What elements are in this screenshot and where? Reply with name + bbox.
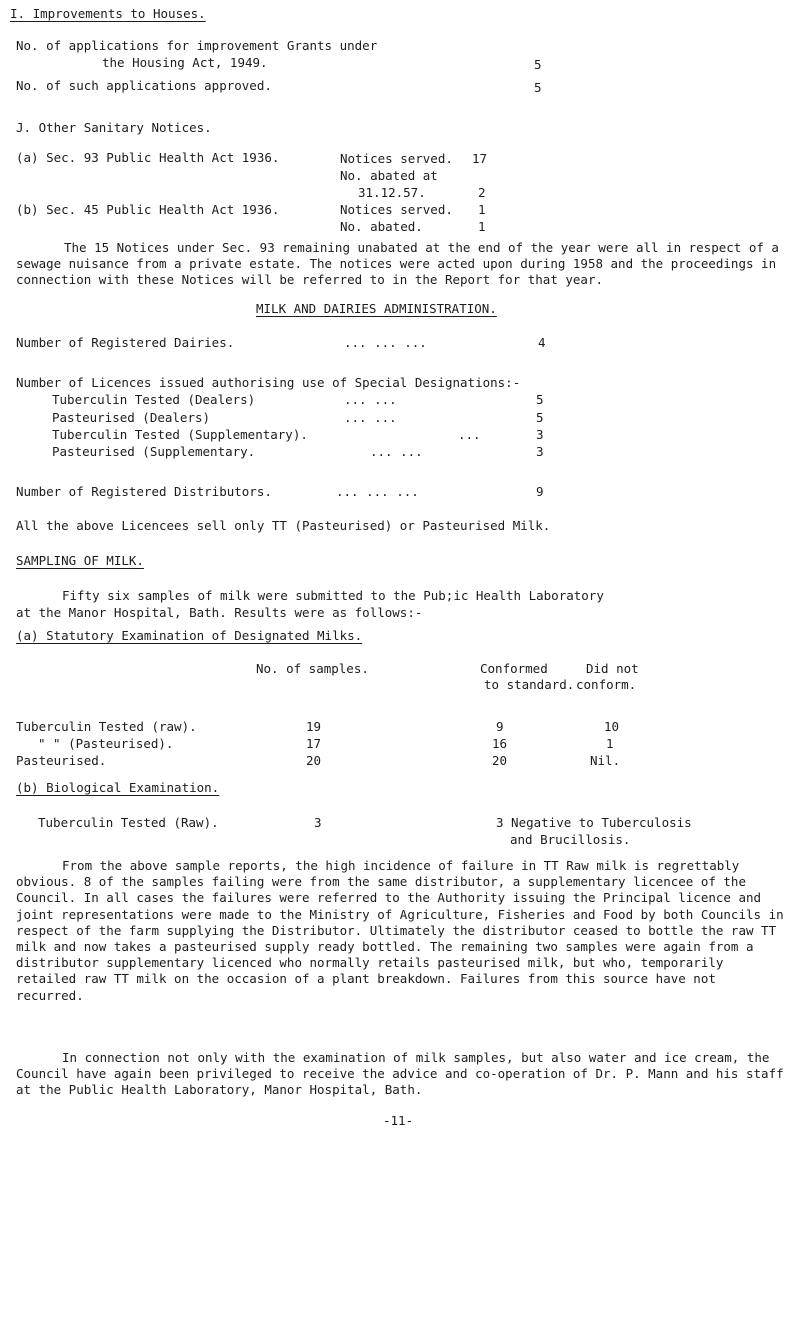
col-header-conformed: Conformed [480,661,548,676]
licence-tt-dealers-value: 5 [536,392,544,407]
col-header-samples: No. of samples. [256,661,369,676]
licence-tt-supp-value: 3 [536,427,544,442]
sec-93-notices-served-value: 17 [472,151,488,166]
sec-45-abated-label: No. abated. [340,219,423,234]
section-j-heading: J. Other Sanitary Notices. [16,120,212,135]
improvement-applications-value: 5 [534,57,542,72]
row-tt-past-did-not: 1 [606,736,614,751]
licence-past-supp-value: 3 [536,444,544,459]
col-header-conform: conform. [576,677,637,692]
sec-45-notices-served: Notices served. [340,202,453,217]
distributors-dots: ... ... ... [336,484,419,499]
licence-tt-supp-dots: ... [458,427,481,442]
licence-past-dealers-label: Pasteurised (Dealers) [52,410,211,425]
sampling-heading: SAMPLING OF MILK. [16,553,144,568]
row-past-label: Pasteurised. [16,753,107,768]
notices-paragraph: The 15 Notices under Sec. 93 remaining unabated at the end of the year were all in respect of a sewage nuisance from a private estate. The notices were acted upon during 1958 and the proceedings in connection with these Notices will be referred to in the Report for that year. [16,240,779,288]
bio-row-samples: 3 [314,815,322,830]
row-tt-past-conformed: 16 [492,736,508,751]
sec-93-abated-label: No. abated at [340,168,438,183]
biological-heading: (b) Biological Examination. [16,780,220,795]
licence-past-dealers-dots: ... ... [344,410,397,425]
section-i-heading: I. Improvements to Houses. [10,6,206,21]
licence-past-dealers-value: 5 [536,410,544,425]
row-tt-raw-samples: 19 [306,719,322,734]
approved-applications-label: No. of such applications approved. [16,78,272,93]
registered-dairies-value: 4 [538,335,546,350]
licencees-note: All the above Licencees sell only TT (Pasteurised) or Pasteurised Milk. [16,518,551,533]
licence-tt-dealers-dots: ... ... [344,392,397,407]
sec-93-abated-value: 2 [478,185,486,200]
improvement-applications-label-1: No. of applications for improvement Grants under [16,38,378,53]
row-past-samples: 20 [306,753,322,768]
row-tt-raw-did-not: 10 [604,719,620,734]
sec-45-label: (b) Sec. 45 Public Health Act 1936. [16,202,280,217]
registered-dairies-label: Number of Registered Dairies. [16,335,235,350]
bio-row-result-2: and Brucillosis. [510,832,631,847]
sampling-intro-2: at the Manor Hospital, Bath. Results were as follows:- [16,605,423,620]
row-tt-past-label: " " (Pasteurised). [38,736,174,751]
licences-heading: Number of Licences issued authorising use of Special Designations:- [16,375,521,390]
bio-row-label: Tuberculin Tested (Raw). [38,815,219,830]
bio-row-result-1: 3 Negative to Tuberculosis [496,815,692,830]
sec-45-notices-served-value: 1 [478,202,486,217]
distributors-value: 9 [536,484,544,499]
milk-admin-heading: MILK AND DAIRIES ADMINISTRATION. [256,301,497,316]
licence-tt-dealers-label: Tuberculin Tested (Dealers) [52,392,256,407]
sec-93-label: (a) Sec. 93 Public Health Act 1936. [16,150,280,165]
sec-45-abated-value: 1 [478,219,486,234]
licence-tt-supp-label: Tuberculin Tested (Supplementary). [52,427,308,442]
sec-93-abated-date: 31.12.57. [358,185,426,200]
col-header-to-standard: to standard. [484,677,575,692]
statutory-heading: (a) Statutory Examination of Designated Milks. [16,628,363,643]
row-tt-past-samples: 17 [306,736,322,751]
page-number: -11- [383,1113,414,1128]
row-past-did-not: Nil. [590,753,621,768]
row-tt-raw-label: Tuberculin Tested (raw). [16,719,197,734]
improvement-applications-label-2: the Housing Act, 1949. [102,55,268,70]
registered-dairies-dots: ... ... ... [344,335,427,350]
row-past-conformed: 20 [492,753,508,768]
sec-93-notices-served: Notices served. [340,151,453,166]
licence-past-supp-label: Pasteurised (Supplementary. [52,444,256,459]
licence-past-supp-dots: ... ... [370,444,423,459]
advice-paragraph: In connection not only with the examination of milk samples, but also water and ice cream, the Council have again been privileged to receive the advice and co-operation of Dr. P. Mann and his staff at the Public Health Laboratory, Manor Hospital, Bath. [16,1050,784,1098]
row-tt-raw-conformed: 9 [496,719,504,734]
sampling-intro-1: Fifty six samples of milk were submitted to the Pub;ic Health Laboratory [62,588,604,603]
distributors-label: Number of Registered Distributors. [16,484,272,499]
failures-paragraph: From the above sample reports, the high incidence of failure in TT Raw milk is regrettably obvious. 8 of the samples failing were from the same distributor, a supplementary licencee of the Council. In all cases the failures were referred to the Authority issuing the Principal licence and joint representations were made to the Ministry of Agriculture, Fisheries and Food by both Councils in respect of the farm supplying the Distributor. Ultimately the distributor ceased to bottle the raw TT milk and now takes a pasteurised supply ready bottled. The remaining two samples were again from a distributor supplementary licenced who normally retails pasteurised milk, but who, temporarily retailed raw TT milk on the occasion of a plant breakdown. Failures from this source have not recurred. [16,858,784,1003]
approved-applications-value: 5 [534,80,542,95]
col-header-did-not: Did not [586,661,639,676]
